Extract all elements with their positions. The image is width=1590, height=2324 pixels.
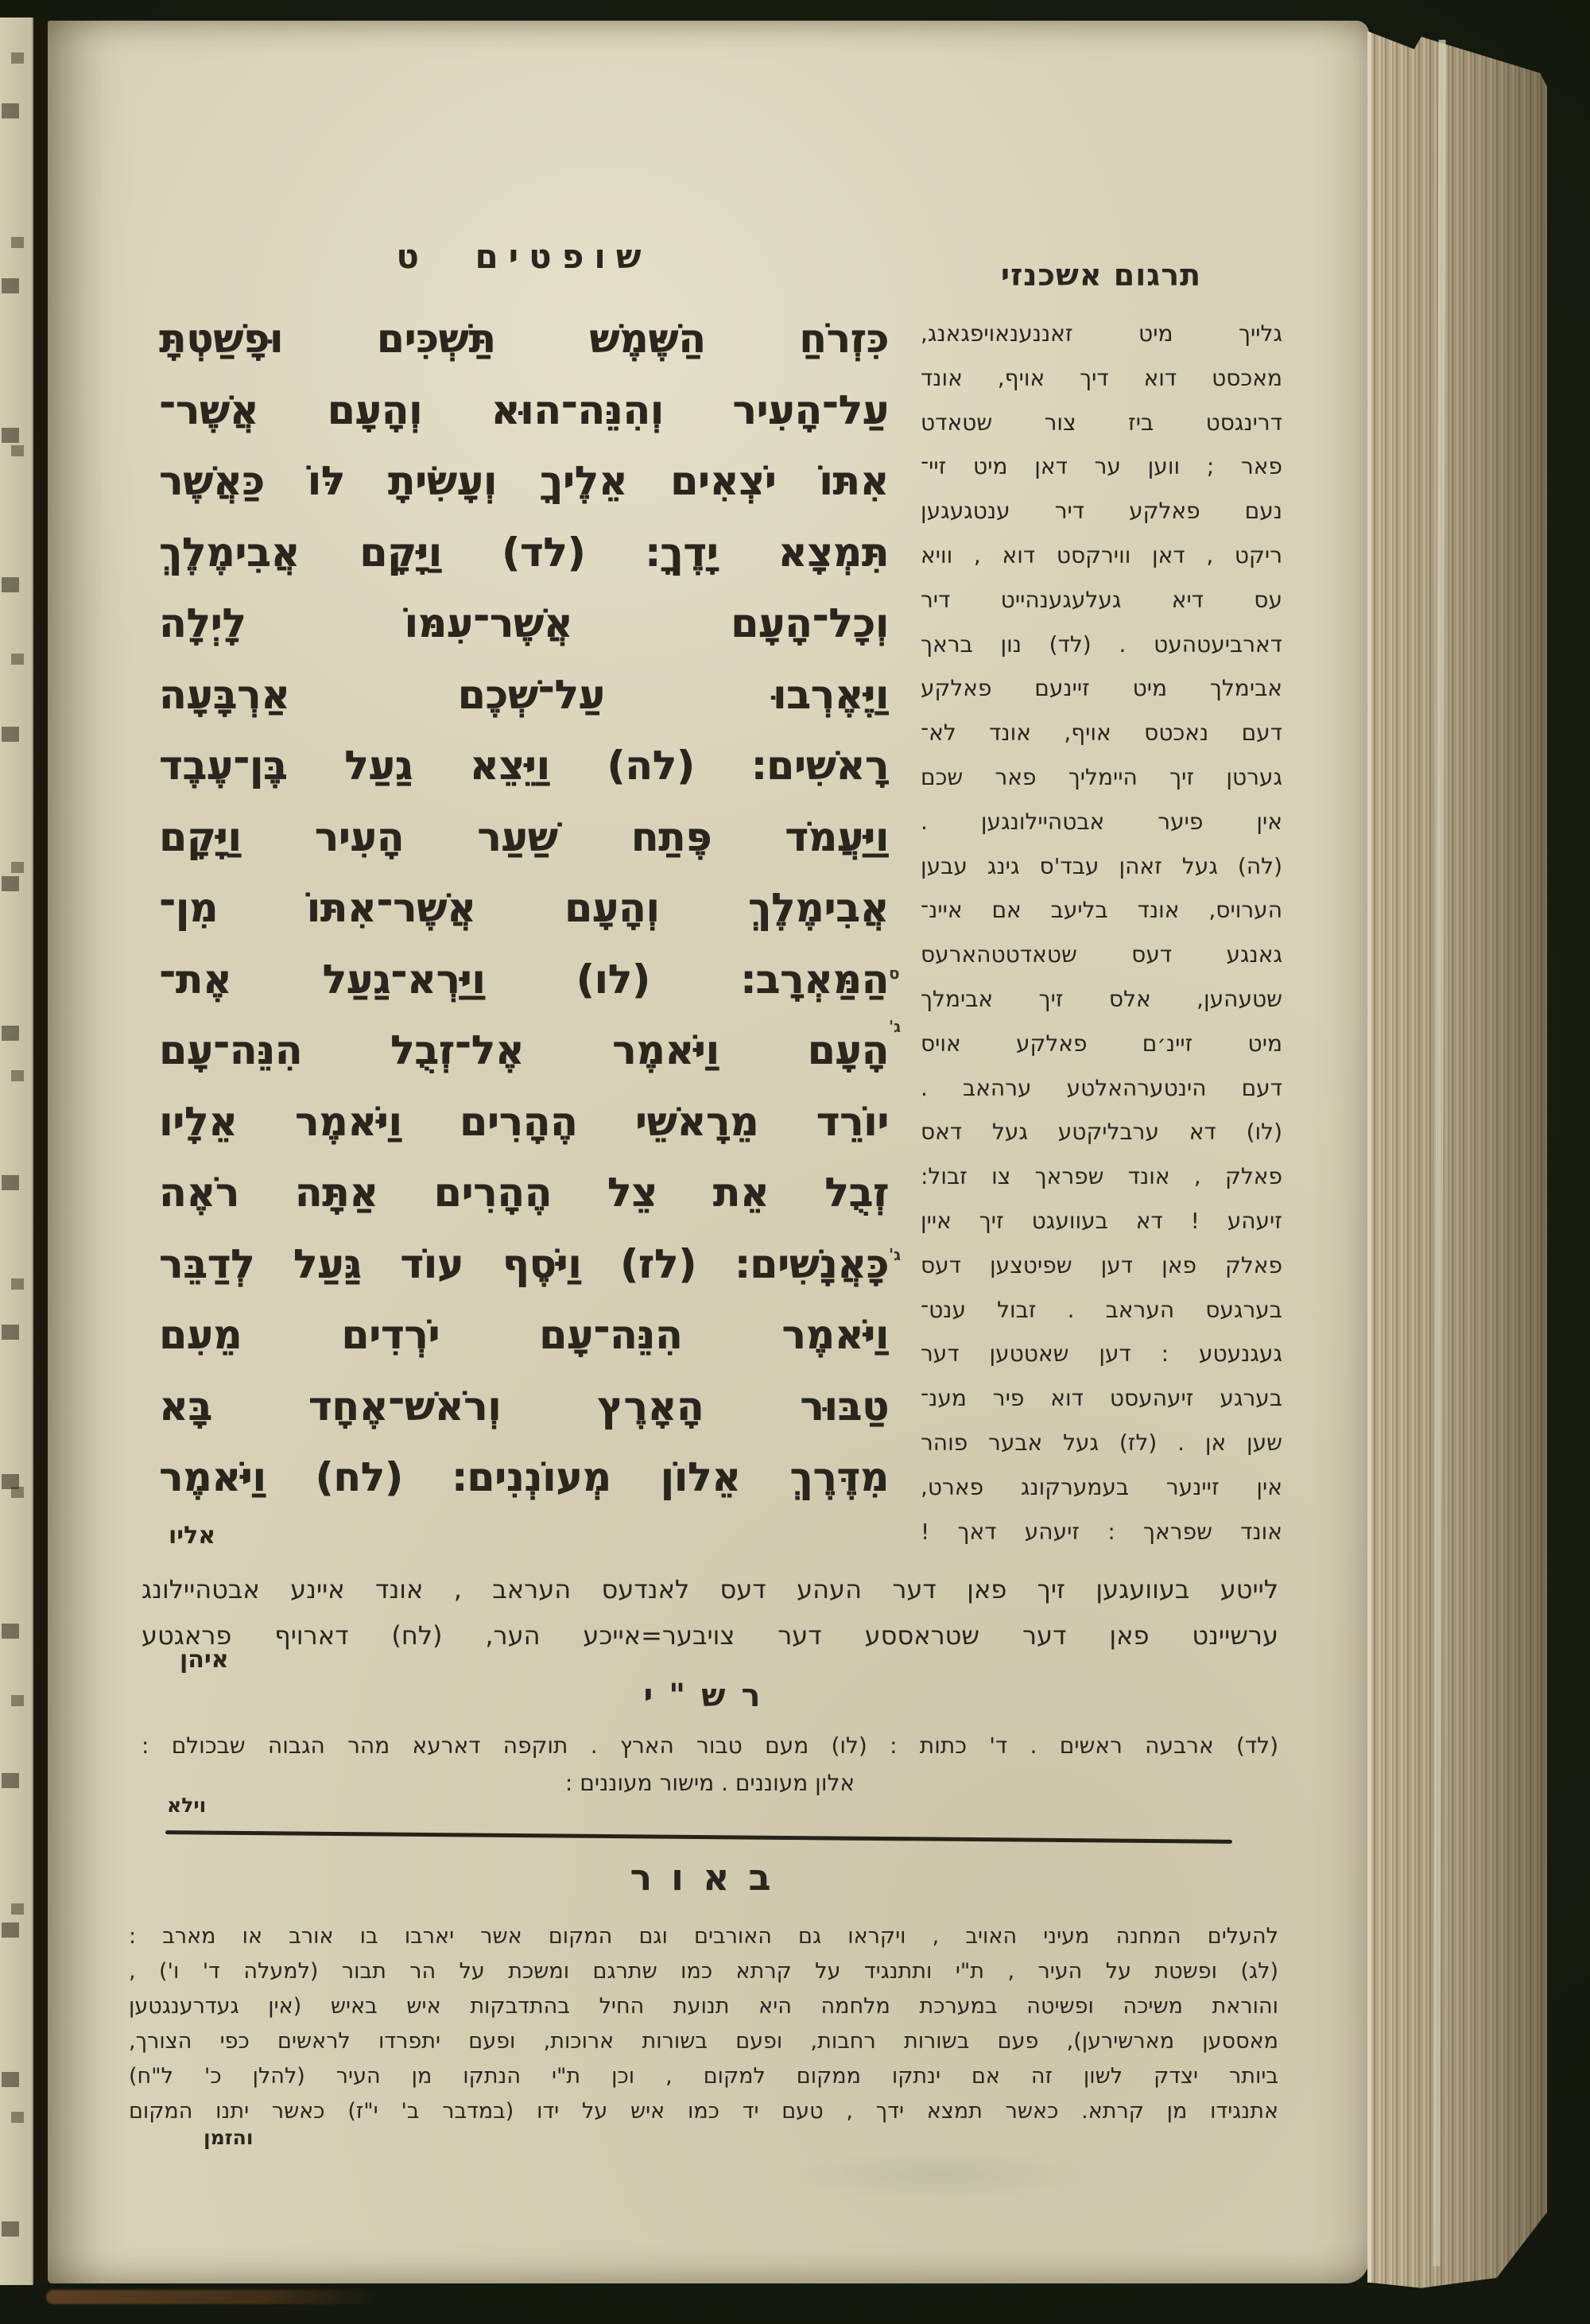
targum-text-line: אונד שפראך : זיעהע דאך !: [921, 1518, 1282, 1545]
targum-text-line: געגנעטע : דען שאטטען דער: [921, 1340, 1282, 1368]
biur-text-line: (לג) ופשטת על העיר , ת"י ותתנגיד על קרתא כמו שתרגם ומשכת על הר תבור (למעלה ד' ו') ,: [129, 1959, 1278, 1984]
targum-text-line: שטעהען, אלס זיך אבימלך: [921, 985, 1282, 1012]
targum-text-line: זיעהע ! דא בעוועגט זיך איין: [921, 1207, 1282, 1234]
targum-text-line: (לו) דא ערבליקטע געל דאס: [921, 1119, 1282, 1146]
biblical-text-line: עַל־הָעִיר וְהִנֵּה־הוּא וְהָעָם אֲשֶׁר־: [159, 386, 889, 433]
right-column-header: תרגום אשכנזי: [1000, 258, 1202, 293]
targum-text-line: גאנגע דעס שטאדטטהארעס: [921, 941, 1282, 968]
page-edges-fore-edge: [1367, 25, 1547, 2291]
show-through-smudge: [795, 2151, 1081, 2199]
biur-catchword: והזמן: [204, 2126, 254, 2149]
biblical-text-line: הָעָם וַיֹּאמֶר אֶל־זְבֻל הִנֵּה־עָם: [159, 1027, 889, 1073]
targum-text-line: בערגעס העראב . זבול ענט־: [921, 1296, 1282, 1323]
targum-text-line: פאר ; ווען ער דאן מיט זיי־: [921, 453, 1282, 480]
targum-text-line: הערויס, אונד בליעב אם איינ־: [921, 897, 1282, 924]
biur-text-line: מאססען מארשירען), פעם בשורות רחבות, ופעם בשורות ארוכות, ופעם יתפרדו לראשים כפי הצורך,: [129, 2029, 1278, 2054]
biblical-text-line: כָּאֲנָשִׁים׃ (לז) וַיֹּסֶף עוֹד גַּעַל לְדַבֵּר: [159, 1240, 889, 1287]
biblical-text-line: וַיַּעֲמֹד פֶּתַח שַׁעַר הָעִיר וַיָּקָם: [159, 813, 889, 860]
biur-commentary: [129, 1919, 1278, 2129]
targum-text-line: ערשיינט פאן דער שטראססע דער צויבער=אייכע הער, (לח) דארויף פראגטע: [142, 1620, 1278, 1651]
rashi-header: רש"י: [643, 1678, 777, 1714]
book-page: [48, 21, 1369, 2283]
targum-continuation: [142, 1566, 1278, 1659]
targum-text-line: דעם הינטערהאלטע ערהאב .: [921, 1074, 1282, 1101]
biblical-text-line: זְבֻל אֵת צֵל הֶהָרִים אַתָּה רֹאֶה: [159, 1170, 889, 1216]
left-column-header: שופטים ט: [396, 237, 652, 276]
targum-text-line: אבימלך מיט זיינעם פאלקע: [921, 675, 1282, 702]
targum-text-line: דעם נאכטס אויף, אונד לא־: [921, 720, 1282, 747]
biblical-text-line: רָאשִׁים׃ (לה) וַיֵּצֵא גַעַל בֶּן־עֶבֶד: [159, 743, 889, 789]
cover-edge-streak: [46, 2290, 380, 2304]
targum-text-line: נעם פאלקע דיר ענטגעגען: [921, 498, 1282, 525]
targum-text-line: אין זיינער בעמערקונג פארט,: [921, 1473, 1282, 1500]
targum-text-line: דארביעטהעט . (לד) נון בראך: [921, 630, 1282, 658]
targum-text-line: גלייך מיט זאננענאויפגאנג,: [921, 320, 1282, 347]
biblical-text-line: טַבּוּר הָאָרֶץ וְרֹאשׁ־אֶחָד בָּא: [159, 1383, 889, 1430]
targum-text-line: בערגע זיעהעסט דוא פיר מענ־: [921, 1385, 1282, 1412]
targum-text-line: אין פיער אבטהיילונגען .: [921, 808, 1282, 835]
masorah-mark: ג': [889, 1245, 902, 1264]
rashi-catchword: וילא: [167, 1794, 207, 1817]
binding-gutter-shadow: [32, 17, 49, 2285]
rashi-commentary: [142, 1727, 1278, 1802]
biur-text-line: להעלים המחנה מעיני האויב , ויקראו גם האורבים וגם המקום אשר יארבו בו אורב או מארב :: [129, 1924, 1278, 1949]
biur-text-line: ביותר יצדק לשון זה אם ינתקו ממקום למקום , וכן ת"י הנתקו מן העיר (להלן כ' ל"ח): [129, 2064, 1278, 2089]
targum-text-line: עס דיא געלעגענהייט דיר: [921, 586, 1282, 613]
rashi-text-line: אלון מעוננים . מישור מעוננים :: [564, 1770, 855, 1796]
targum-text-line: מיט זיינ׳ם פאלקע אויס: [921, 1030, 1282, 1057]
targum-text-line: לייטע בעוועגען זיך פאן דער העהע דעס לאנדעס העראב , אונד איינע אבטהיילונג: [142, 1574, 1278, 1604]
biblical-text-line: הַמַּאְרָב׃ (לו) וַיַּרְא־גַעַל אֶת־: [159, 956, 889, 1003]
biblical-text-line: וַיֹּאמֶר הִנֵּה־עָם יֹרְדִים מֵעִם: [159, 1312, 889, 1358]
biblical-text-line: אִתּוֹ יֹצְאִים אֵלֶיךָ וְעָשִׂיתָ לּוֹ כַּאֲשֶׁר: [159, 458, 889, 504]
masorah-mark: ס: [889, 964, 900, 983]
biblical-text-line: כִּזְרֹחַ הַשֶּׁמֶשׁ תַּשְׁכִּים וּפָשַׁטְתָּ: [159, 316, 889, 362]
targum-text-line: שען אן . (לז) געל אבער פוהר: [921, 1429, 1282, 1456]
biblical-text-line: וַיֶּאֶרְבוּ עַל־שְׁכֶם אַרְבָּעָה: [159, 671, 889, 718]
continuation-catchword: איהן: [180, 1646, 229, 1674]
marginal-masorah-marks: [889, 21, 916, 1611]
targum-text-line: פאלק , אונד שפראך צו זבול:: [921, 1163, 1282, 1190]
adjacent-page-edge: [0, 17, 33, 2285]
targum-text-line: ריקט , דאן ווירקסט דוא , וויא: [921, 541, 1282, 568]
rashi-text-line: (לד) ארבעה ראשים . ד' כתות : (לו) מעם טבור הארץ . תוקפה דארעא מהר הגבוה שבכולם :: [142, 1732, 1278, 1759]
targum-text-line: פאלק פאן דען שפיטצען דעס: [921, 1251, 1282, 1278]
targum-text-line: (לה) געל זאהן עבד'ס גינג עבען: [921, 852, 1282, 879]
biblical-text-line: תִּמְצָא יָדֶךָ׃ (לד) וַיָּקָם אֲבִימֶלֶךְ: [159, 529, 889, 576]
biur-header: באור: [630, 1856, 790, 1899]
biur-text-line: אתנגידו מן קרתא. כאשר תמצא ידך , טעם יד כמו איש על ידו (במדבר ב' י"ז) כאשר יתנו המקום: [129, 2099, 1278, 2124]
left-column-catchword: אליו: [169, 1522, 216, 1550]
targum-text-line: דרינגסט ביז צור שטאדט: [921, 409, 1282, 436]
targum-text-line: גערטן זיך היימליך פאר שכם: [921, 763, 1282, 790]
biur-text-line: והוראת משיכה ופשיטה במערכת מלחמה היא תנועת החיל בהתדבקות איש באיש (אין געדרענגטען: [129, 1994, 1278, 2019]
masorah-mark: ג': [889, 1017, 902, 1036]
biblical-text-line: אֲבִימֶלֶךְ וְהָעָם אֲשֶׁר־אִתּוֹ מִן־: [159, 885, 889, 931]
targum-text-line: מאכסט דוא דיך אויף, אונד: [921, 364, 1282, 391]
biblical-text-line: מִדֶּרֶךְ אֵלוֹן מְעוֹנְנִים׃ (לח) וַיֹּאמֶר: [159, 1454, 889, 1500]
targum-text-column: [921, 312, 1282, 1554]
biblical-text-column: [159, 304, 889, 1514]
biblical-text-line: וְכָל־הָעָם אֲשֶׁר־עִמּוֹ לָיְלָה: [159, 600, 889, 646]
biblical-text-line: יוֹרֵד מֵרָאשֵׁי הֶהָרִים וַיֹּאמֶר אֵלָיו: [159, 1098, 889, 1145]
section-divider-rule: [165, 1830, 1232, 1844]
